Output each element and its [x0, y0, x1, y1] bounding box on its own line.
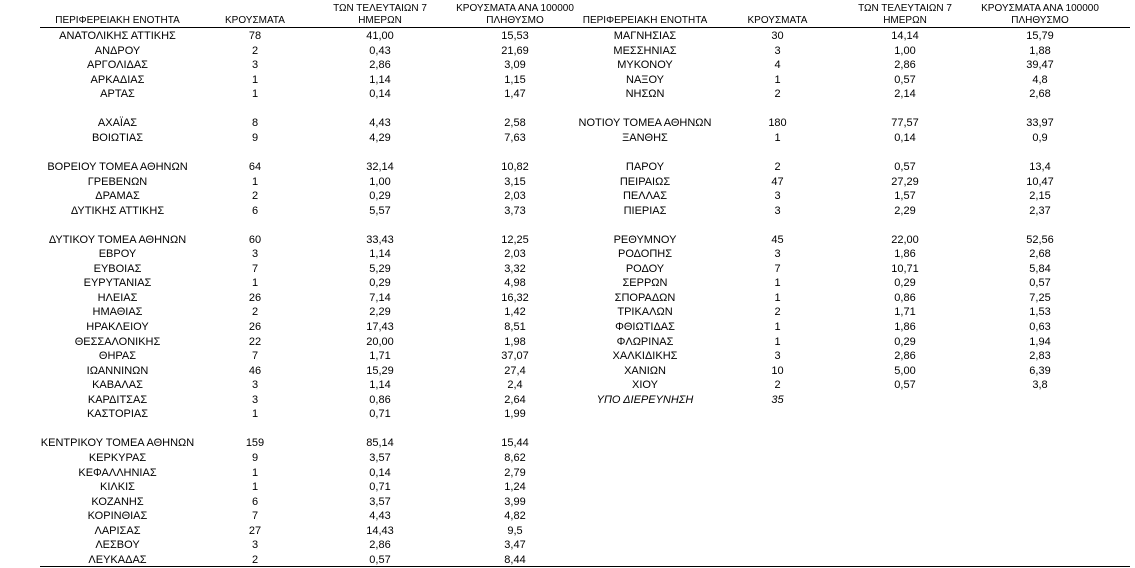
cell-cases: 4	[774, 59, 781, 72]
cell-last7: 1,71	[894, 306, 916, 319]
cell-per100k: 21,69	[501, 44, 529, 57]
cell-region: ΡΟΔΟΥ	[625, 262, 665, 275]
cell-cases: 3	[774, 204, 781, 217]
cell-cases: 30	[771, 30, 784, 42]
cell-cases: 64	[248, 160, 262, 173]
cell-cases: 3	[774, 44, 781, 57]
cell-cases: 2	[774, 379, 781, 392]
cell-region: ΘΗΡΑΣ	[98, 350, 137, 363]
cell-cases: 3	[774, 350, 781, 363]
cell-per100k: 15,79	[1026, 30, 1054, 42]
cell-cases: 159	[245, 437, 265, 450]
cell-cases: 47	[771, 175, 784, 188]
cell-last7: 5,00	[894, 364, 916, 377]
cell-last7: 4,43	[369, 510, 391, 523]
cell-per100k: 2,64	[504, 393, 526, 406]
cell-last7: 15,29	[366, 364, 394, 377]
cell-per100k: 6,39	[1029, 364, 1051, 377]
cell-last7: 0,86	[369, 393, 391, 406]
cell-per100k: 15,44	[501, 437, 529, 450]
cell-cases: 7	[251, 510, 259, 523]
cell-cases: 35	[771, 393, 784, 406]
cell-region: ΦΛΩΡΙΝΑΣ	[616, 335, 674, 348]
cell-per100k: 1,94	[1029, 335, 1051, 348]
cell-region: ΑΡΚΑΔΙΑΣ	[90, 73, 145, 86]
cell-last7: 27,29	[891, 175, 919, 188]
cell-last7: 14,43	[366, 524, 394, 537]
cell-per100k: 0,9	[1032, 131, 1048, 144]
cell-last7: 33,43	[366, 233, 394, 246]
cell-last7: 1,57	[894, 190, 916, 203]
cell-cases: 3	[251, 248, 259, 261]
cell-per100k: 3,8	[1032, 379, 1048, 392]
cell-region: ΛΕΥΚΑΔΑΣ	[88, 553, 147, 566]
cell-last7: 22,00	[891, 233, 919, 246]
cell-region: ΥΠΟ ΔΙΕΡΕΥΝΗΣΗ	[596, 393, 694, 406]
cell-cases: 3	[774, 248, 781, 261]
cell-per100k: 1,98	[504, 335, 526, 348]
cell-last7: 1,00	[894, 44, 916, 57]
cell-cases: 3	[251, 539, 259, 552]
cell-cases: 26	[248, 321, 262, 333]
cell-cases: 1	[774, 131, 781, 144]
cell-region: ΔΡΑΜΑΣ	[95, 190, 140, 203]
cell-per100k: 0,57	[1029, 277, 1051, 290]
cell-last7: 2,86	[369, 539, 391, 552]
cell-last7: 3,57	[369, 495, 391, 508]
cell-region: ΚΕΡΚΥΡΑΣ	[88, 451, 147, 464]
cell-last7: 85,14	[366, 437, 394, 450]
cell-region: ΧΑΛΚΙΔΙΚΗΣ	[612, 350, 678, 363]
cell-cases: 2	[251, 44, 259, 57]
cell-last7: 1,71	[369, 350, 391, 363]
cell-last7: 0,71	[369, 481, 391, 494]
cell-region: ΚΑΒΑΛΑΣ	[92, 379, 143, 392]
cell-per100k: 12,25	[501, 233, 529, 246]
cell-region: ΠΑΡΟΥ	[625, 160, 665, 173]
cell-per100k: 3,09	[504, 59, 526, 72]
cell-cases: 9	[251, 451, 259, 464]
cell-cases: 1	[774, 335, 781, 348]
cell-region: ΑΝΑΤΟΛΙΚΗΣ ΑΤΤΙΚΗΣ	[59, 30, 176, 42]
cell-region: ΡΕΘΥΜΝΟΥ	[613, 233, 677, 246]
cell-region: ΧΑΝΙΩΝ	[624, 364, 666, 377]
cell-last7: 0,86	[894, 291, 916, 304]
cell-last7: 3,57	[369, 451, 391, 464]
cell-cases: 2	[251, 306, 259, 319]
header-last7-right: ΤΩΝ ΤΕΛΕΥΤΑΙΩΝ 7 ΗΜΕΡΩΝ	[858, 3, 952, 26]
cell-cases: 7	[774, 262, 781, 275]
cell-region: ΑΡΓΟΛΙΔΑΣ	[87, 59, 148, 72]
cell-last7: 0,14	[369, 466, 391, 479]
header-rule	[40, 27, 1130, 28]
cell-per100k: 2,03	[504, 248, 526, 261]
cell-per100k: 10,47	[1026, 175, 1054, 188]
cell-cases: 8	[251, 117, 259, 130]
cell-cases: 1	[774, 291, 781, 304]
cell-region: ΔΥΤΙΚΗΣ ΑΤΤΙΚΗΣ	[70, 204, 165, 217]
cell-cases: 3	[774, 190, 781, 203]
cell-cases: 6	[251, 495, 259, 508]
cell-cases: 60	[248, 233, 262, 246]
cell-cases: 2	[774, 160, 781, 173]
cell-region: ΗΛΕΙΑΣ	[97, 291, 138, 304]
header-per100k-left: ΚΡΟΥΣΜΑΤΑ ΑΝΑ 100000 ΠΛΗΘΥΣΜΟ	[456, 3, 574, 26]
cell-last7: 0,29	[369, 190, 391, 203]
cell-last7: 14,14	[891, 30, 919, 42]
cell-last7: 0,43	[369, 44, 391, 57]
cell-cases: 2	[774, 88, 781, 101]
cell-region: ΞΑΝΘΗΣ	[622, 131, 668, 144]
cell-last7: 0,57	[894, 379, 916, 392]
cell-per100k: 2,83	[1029, 350, 1051, 363]
cell-last7: 0,29	[369, 277, 391, 290]
cell-cases: 6	[251, 204, 259, 217]
cell-per100k: 7,63	[504, 131, 526, 144]
cell-per100k: 5,84	[1029, 262, 1051, 275]
cell-region: ΠΕΛΛΑΣ	[622, 190, 668, 203]
cell-region: ΚΙΛΚΙΣ	[100, 481, 135, 494]
header-region-left: ΠΕΡΙΦΕΡΕΙΑΚΗ ΕΝΟΤΗΤΑ	[55, 15, 180, 26]
cell-per100k: 16,32	[501, 291, 529, 304]
cell-per100k: 39,47	[1026, 59, 1054, 72]
cell-per100k: 13,4	[1029, 160, 1051, 173]
cell-last7: 2,29	[369, 306, 391, 319]
cell-last7: 32,14	[366, 160, 394, 173]
cell-region: ΑΝΔΡΟΥ	[94, 44, 141, 57]
cell-cases: 22	[248, 335, 262, 348]
header-cases-right: ΚΡΟΥΣΜΑΤΑ	[747, 15, 808, 26]
cell-region: ΗΜΑΘΙΑΣ	[92, 306, 143, 319]
cell-cases: 1	[251, 408, 259, 421]
cell-region: ΒΟΡΕΙΟΥ ΤΟΜΕΑ ΑΘΗΝΩΝ	[47, 160, 188, 173]
cell-last7: 0,14	[369, 88, 391, 101]
cell-per100k: 1,88	[1029, 44, 1051, 57]
cell-last7: 1,86	[894, 248, 916, 261]
cell-region: ΝΑΞΟΥ	[626, 73, 664, 86]
cell-region: ΦΘΙΩΤΙΔΑΣ	[615, 321, 675, 333]
cell-region: ΑΧΑΪΑΣ	[97, 117, 138, 130]
cell-cases: 45	[771, 233, 784, 246]
cell-last7: 1,14	[369, 248, 391, 261]
cell-cases: 1	[774, 277, 781, 290]
cell-region: ΠΕΙΡΑΙΩΣ	[619, 175, 671, 188]
cell-region: ΚΑΡΔΙΤΣΑΣ	[87, 393, 148, 406]
cell-region: ΜΑΓΝΗΣΙΑΣ	[613, 30, 677, 42]
cell-per100k: 1,42	[504, 306, 526, 319]
cell-region: ΕΒΡΟΥ	[98, 248, 137, 261]
cell-region: ΤΡΙΚΑΛΩΝ	[617, 306, 673, 319]
cell-cases: 7	[251, 262, 259, 275]
cell-last7: 5,29	[369, 262, 391, 275]
cell-cases: 1	[251, 73, 259, 86]
cell-region: ΝΗΣΩΝ	[625, 88, 665, 101]
cell-cases: 2	[251, 190, 259, 203]
cell-last7: 1,86	[894, 321, 916, 333]
cell-cases: 46	[248, 364, 262, 377]
cell-per100k: 1,15	[504, 73, 526, 86]
cell-last7: 77,57	[891, 117, 919, 130]
cell-region: ΛΕΣΒΟΥ	[95, 539, 140, 552]
cell-last7: 7,14	[369, 291, 391, 304]
cell-per100k: 4,98	[504, 277, 526, 290]
cell-cases: 3	[251, 393, 259, 406]
cell-per100k: 9,5	[507, 524, 523, 537]
cell-per100k: 2,37	[1029, 204, 1051, 217]
cell-last7: 2,86	[369, 59, 391, 72]
cell-cases: 1	[251, 466, 259, 479]
cell-last7: 20,00	[366, 335, 394, 348]
cell-region: ΕΥΒΟΙΑΣ	[93, 262, 142, 275]
cell-per100k: 7,25	[1029, 291, 1051, 304]
cell-last7: 1,14	[369, 73, 391, 86]
cell-per100k: 2,4	[507, 379, 523, 392]
cell-per100k: 8,62	[504, 451, 526, 464]
cell-region: ΚΕΦΑΛΛΗΝΙΑΣ	[78, 466, 157, 479]
cell-per100k: 1,53	[1029, 306, 1051, 319]
cell-last7: 0,29	[894, 277, 916, 290]
header-region-right: ΠΕΡΙΦΕΡΕΙΑΚΗ ΕΝΟΤΗΤΑ	[582, 15, 708, 26]
cell-per100k: 2,58	[504, 117, 526, 130]
cell-per100k: 15,53	[501, 30, 529, 42]
cell-per100k: 2,15	[1029, 190, 1051, 203]
cell-last7: 41,00	[366, 30, 394, 42]
cell-per100k: 8,44	[504, 553, 526, 566]
cell-cases: 180	[768, 117, 787, 130]
cell-per100k: 10,82	[501, 160, 529, 173]
cell-cases: 1	[774, 73, 781, 86]
cell-cases: 9	[251, 131, 259, 144]
cell-cases: 78	[248, 30, 262, 42]
cell-cases: 10	[771, 364, 784, 377]
cell-per100k: 1,99	[504, 408, 526, 421]
cell-cases: 7	[251, 350, 259, 363]
cell-region: ΜΥΚΟΝΟΥ	[617, 59, 673, 72]
cell-per100k: 3,99	[504, 495, 526, 508]
cell-cases: 1	[251, 88, 259, 101]
cell-per100k: 2,68	[1029, 248, 1051, 261]
cell-cases: 1	[251, 277, 259, 290]
cell-cases: 26	[248, 291, 262, 304]
cell-last7: 0,57	[369, 553, 391, 566]
cell-cases: 2	[774, 306, 781, 319]
cell-region: ΜΕΣΣΗΝΙΑΣ	[613, 44, 677, 57]
cell-cases: 3	[251, 59, 259, 72]
cell-last7: 0,57	[894, 73, 916, 86]
cell-region: ΙΩΑΝΝΙΝΩΝ	[86, 364, 149, 377]
cell-per100k: 1,24	[504, 481, 526, 494]
cell-last7: 0,57	[894, 160, 916, 173]
header-per100k-right: ΚΡΟΥΣΜΑΤΑ ΑΝΑ 100000 ΠΛΗΘΥΣΜΟ	[981, 3, 1099, 26]
cell-region: ΠΙΕΡΙΑΣ	[623, 204, 667, 217]
cell-per100k: 4,82	[504, 510, 526, 523]
cell-per100k: 1,47	[504, 88, 526, 101]
cell-last7: 2,14	[894, 88, 916, 101]
header-cases-left: ΚΡΟΥΣΜΑΤΑ	[225, 15, 285, 26]
cell-per100k: 3,47	[504, 539, 526, 552]
cell-cases: 3	[251, 379, 259, 392]
header-last7-left: ΤΩΝ ΤΕΛΕΥΤΑΙΩΝ 7 ΗΜΕΡΩΝ	[333, 3, 427, 26]
cell-last7: 2,29	[894, 204, 916, 217]
cell-cases: 1	[251, 481, 259, 494]
cell-region: ΣΕΡΡΩΝ	[622, 277, 668, 290]
cell-region: ΑΡΤΑΣ	[100, 88, 135, 101]
cell-region: ΓΡΕΒΕΝΩΝ	[87, 175, 148, 188]
cell-per100k: 0,63	[1029, 321, 1051, 333]
cell-region: ΚΕΝΤΡΙΚΟΥ ΤΟΜΕΑ ΑΘΗΝΩΝ	[40, 437, 195, 450]
cell-region: ΧΙΟΥ	[632, 379, 658, 392]
cell-last7: 0,71	[369, 408, 391, 421]
cell-region: ΛΑΡΙΣΑΣ	[94, 524, 141, 537]
cell-region: ΔΥΤΙΚΟΥ ΤΟΜΕΑ ΑΘΗΝΩΝ	[48, 233, 187, 246]
cell-per100k: 3,32	[504, 262, 526, 275]
cell-cases: 2	[251, 553, 259, 566]
cell-region: ΝΟΤΙΟΥ ΤΟΜΕΑ ΑΘΗΝΩΝ	[578, 117, 712, 130]
cell-per100k: 8,51	[504, 321, 526, 333]
cell-region: ΚΟΖΑΝΗΣ	[91, 495, 144, 508]
cell-per100k: 3,73	[504, 204, 526, 217]
cell-region: ΚΟΡΙΝΘΙΑΣ	[87, 510, 148, 523]
cell-cases: 27	[248, 524, 262, 537]
cell-region: ΣΠΟΡΑΔΩΝ	[614, 291, 676, 304]
cell-cases: 1	[251, 175, 259, 188]
cell-per100k: 2,03	[504, 190, 526, 203]
cell-per100k: 2,79	[504, 466, 526, 479]
cell-per100k: 4,8	[1032, 73, 1048, 86]
cell-region: ΚΑΣΤΟΡΙΑΣ	[86, 408, 149, 421]
cell-per100k: 2,68	[1029, 88, 1051, 101]
cell-last7: 17,43	[366, 321, 394, 333]
cell-last7: 1,14	[369, 379, 391, 392]
cell-region: ΡΟΔΟΠΗΣ	[617, 248, 673, 261]
cell-last7: 4,29	[369, 131, 391, 144]
cell-last7: 0,14	[894, 131, 916, 144]
cell-last7: 0,29	[894, 335, 916, 348]
cell-last7: 2,86	[894, 350, 916, 363]
cell-per100k: 27,4	[504, 364, 526, 377]
cell-per100k: 37,07	[501, 350, 529, 363]
cell-per100k: 33,97	[1026, 117, 1054, 130]
cell-region: ΕΥΡΥΤΑΝΙΑΣ	[83, 277, 152, 290]
cell-last7: 10,71	[891, 262, 919, 275]
cell-region: ΒΟΙΩΤΙΑΣ	[91, 131, 144, 144]
cell-last7: 5,57	[369, 204, 391, 217]
cell-per100k: 3,15	[504, 175, 526, 188]
cell-region: ΗΡΑΚΛΕΙΟΥ	[86, 321, 149, 333]
cell-last7: 1,00	[369, 175, 391, 188]
cell-cases: 1	[774, 321, 781, 333]
cell-region: ΘΕΣΣΑΛΟΝΙΚΗΣ	[74, 335, 161, 348]
cell-per100k: 52,56	[1026, 233, 1054, 246]
cell-last7: 4,43	[369, 117, 391, 130]
cell-last7: 2,86	[894, 59, 916, 72]
